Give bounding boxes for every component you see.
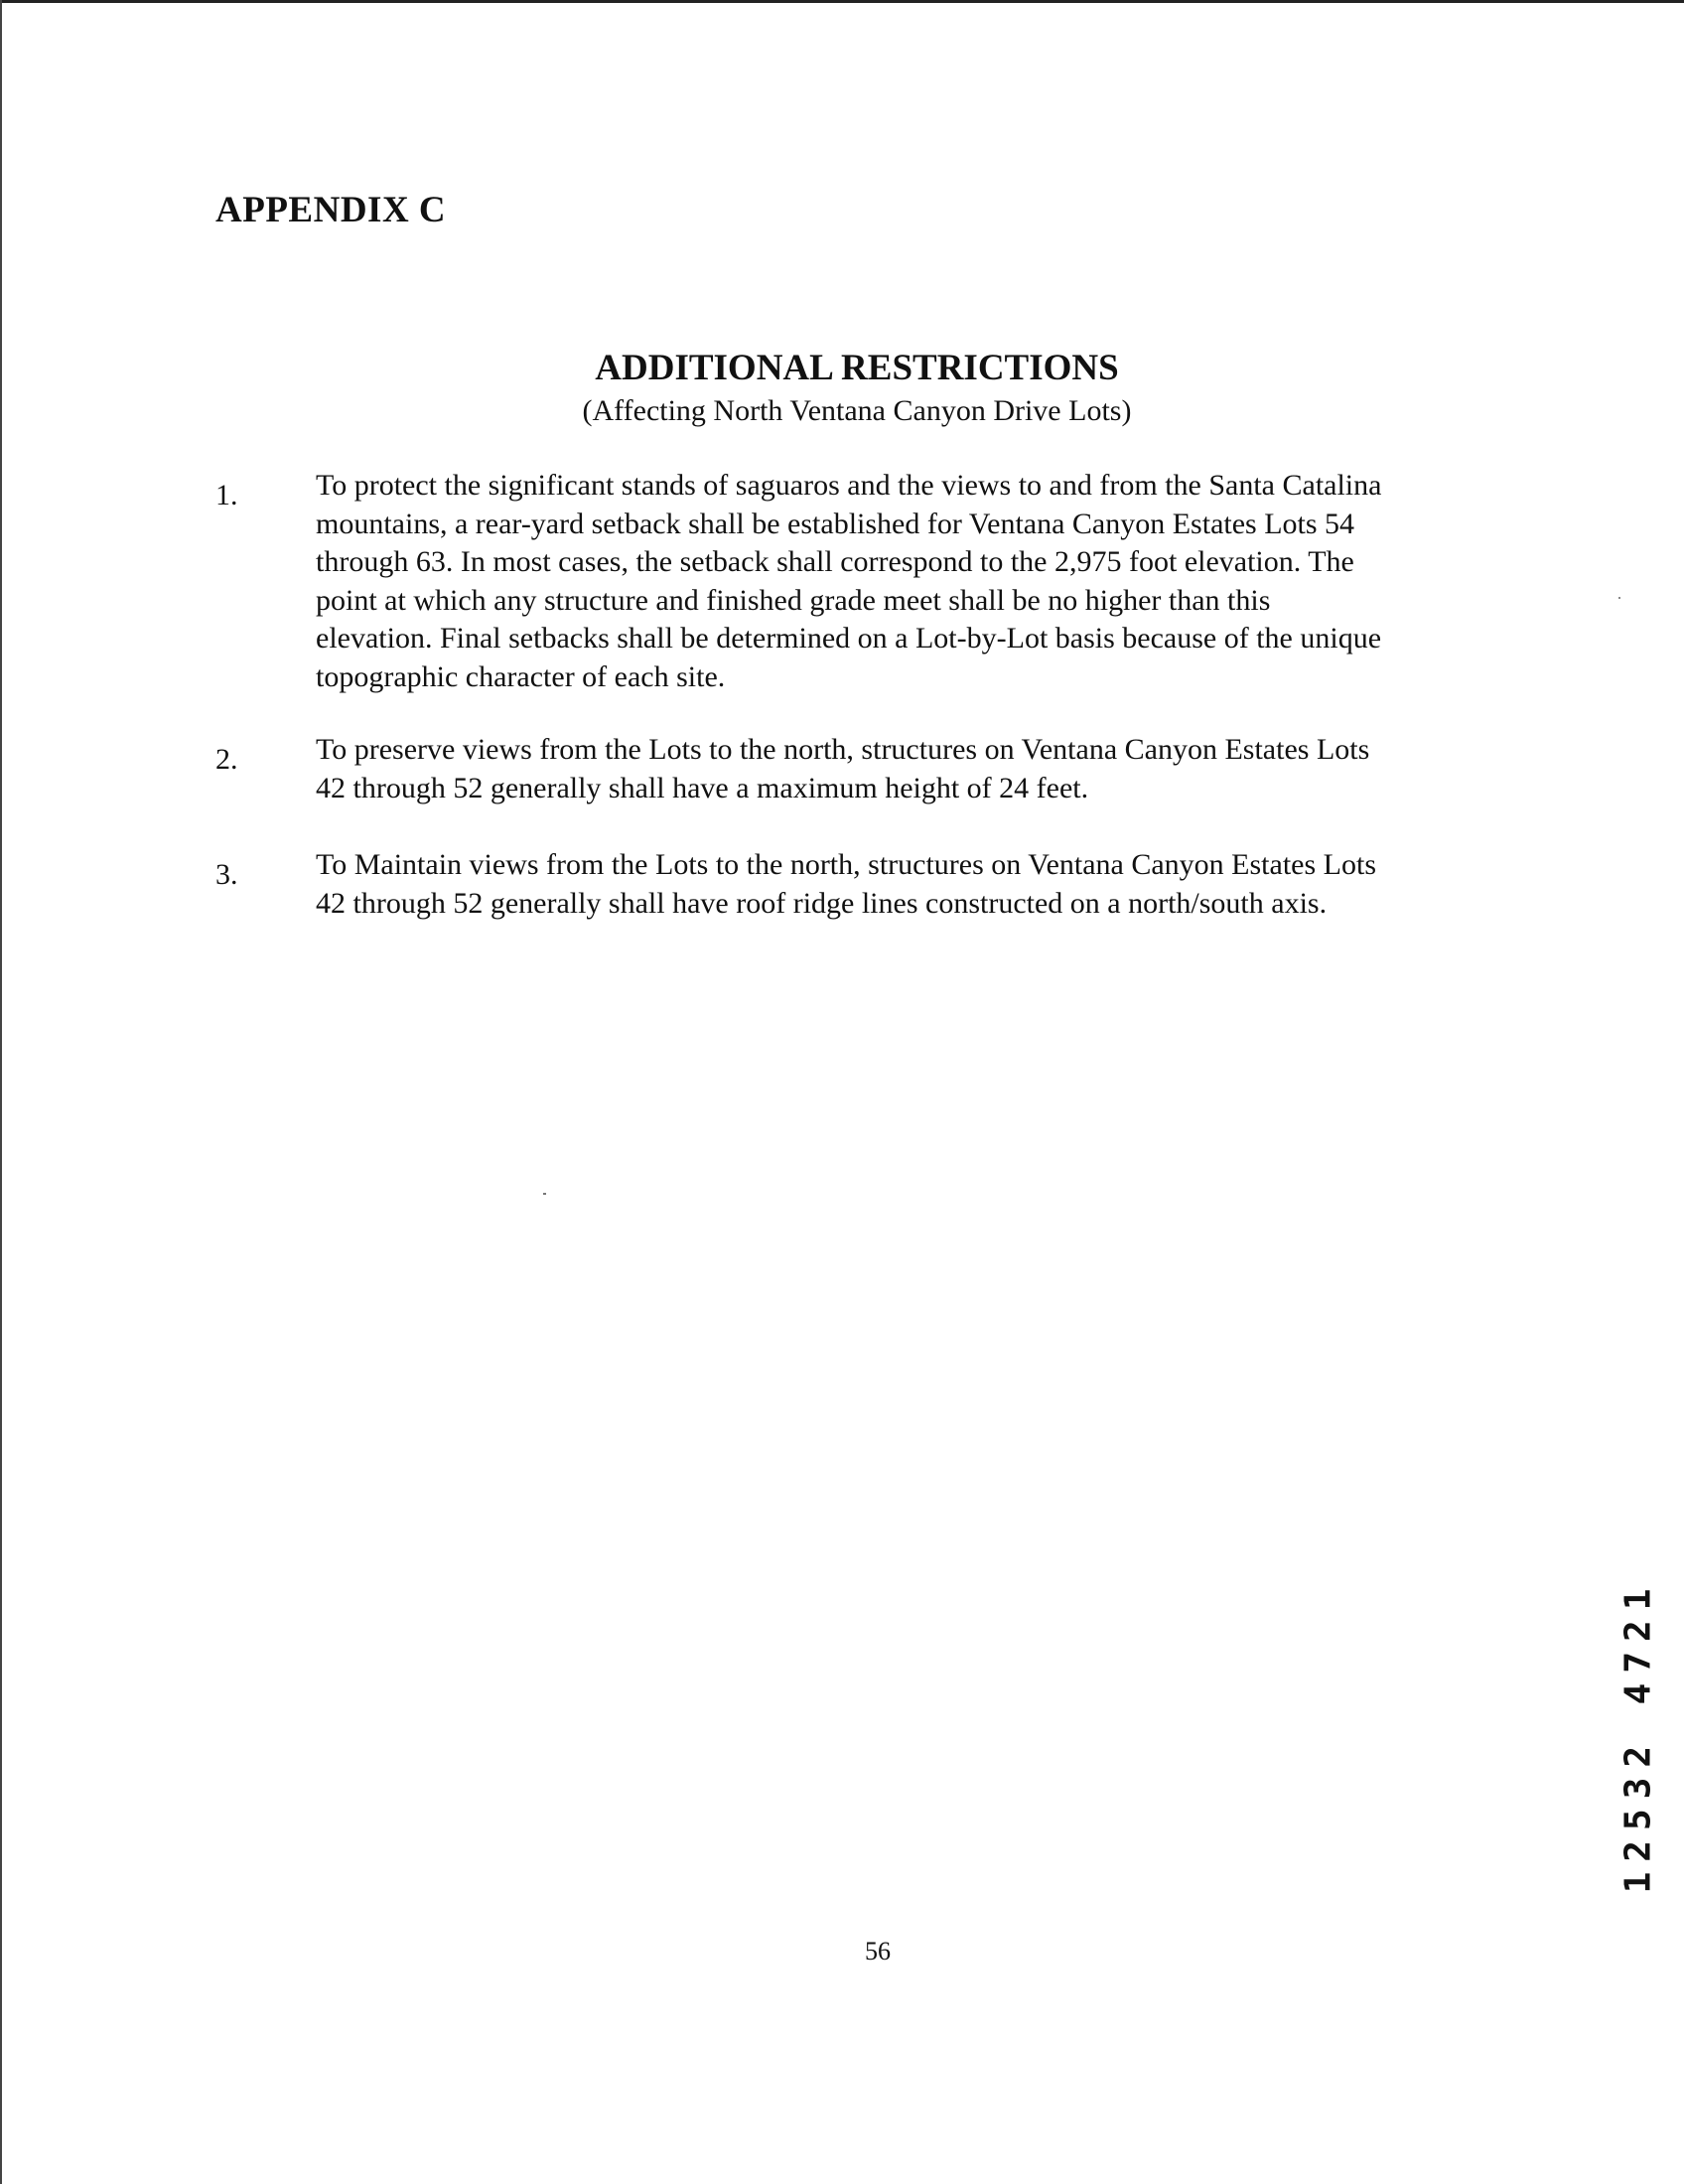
text-line: topographic character of each site. [316, 659, 726, 693]
item-text [316, 731, 1507, 807]
page-number: 56 [865, 1937, 891, 1966]
scan-speck [1618, 597, 1620, 599]
item-number: 2. [215, 743, 238, 776]
scan-edge-left [0, 0, 2, 2184]
document-number-stamp [1618, 1564, 1658, 1907]
item-text [316, 846, 1507, 923]
text-line: point at which any structure and finished grade meet shall be no higher than this [316, 583, 1271, 617]
item-text [316, 467, 1507, 696]
text-line: through 63. In most cases, the setback shall correspond to the 2,975 foot elevation. The [316, 545, 1354, 578]
text-line: To preserve views from the Lots to the north, structures on Ventana Canyon Estates Lots [316, 733, 1370, 766]
document-subtitle: (Affecting North Ventana Canyon Drive Lots) [582, 394, 1132, 427]
text-line: To protect the significant stands of saguaros and the views to and from the Santa Catalina [316, 469, 1382, 502]
text-line: 42 through 52 generally shall have a maximum height of 24 feet. [316, 771, 1089, 804]
stamp-text: 12532 4721 [1617, 1578, 1659, 1893]
text-line: elevation. Final setbacks shall be determined on a Lot-by-Lot basis because of the unique [316, 622, 1382, 655]
text-line: mountains, a rear-yard setback shall be established for Ventana Canyon Estates Lots 54 [316, 507, 1355, 540]
appendix-heading: APPENDIX C [215, 190, 447, 230]
title-block [0, 346, 1684, 431]
item-number: 3. [215, 858, 238, 891]
item-number: 1. [215, 479, 238, 511]
document-title: ADDITIONAL RESTRICTIONS [595, 348, 1119, 388]
text-line: To Maintain views from the Lots to the north, structures on Ventana Canyon Estates Lots [316, 848, 1376, 881]
text-line: 42 through 52 generally shall have roof ridge lines constructed on a north/south axis. [316, 886, 1328, 920]
scan-edge-top [0, 0, 1684, 3]
scan-speck [543, 1193, 546, 1195]
